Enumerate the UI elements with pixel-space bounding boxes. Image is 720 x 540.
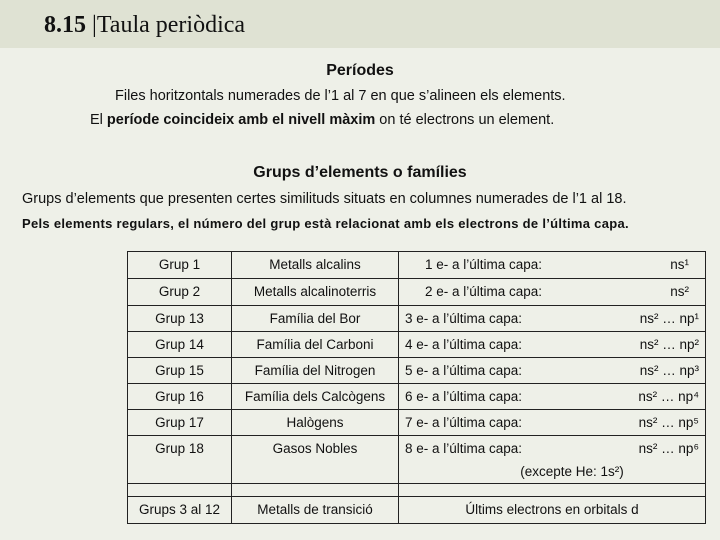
table-row bbox=[128, 436, 706, 484]
electrons-line bbox=[405, 279, 699, 305]
electrons-text: 6 e- a l’última capa: bbox=[405, 389, 523, 404]
periods-level-note bbox=[90, 112, 554, 128]
family-cell: Halògens bbox=[232, 410, 399, 436]
electrons-cell bbox=[399, 410, 706, 436]
electrons-text: 5 e- a l’última capa: bbox=[405, 363, 523, 378]
transition-row bbox=[128, 497, 706, 524]
slide-title bbox=[44, 12, 245, 39]
family-cell: Família del Carboni bbox=[232, 332, 399, 358]
electrons-line bbox=[405, 410, 699, 435]
table-row bbox=[128, 384, 706, 410]
configuration-text: ns² … np¹ bbox=[639, 311, 699, 326]
electrons-line bbox=[405, 436, 699, 461]
electrons-cell bbox=[399, 306, 706, 332]
configuration-text: ns² bbox=[670, 284, 689, 299]
electrons-cell bbox=[399, 358, 706, 384]
configuration-text: ns¹ bbox=[670, 257, 689, 272]
groups-electron-note: Pels elements regulars, el número del grup està relacionat amb els electrons de l’última capa. bbox=[22, 216, 629, 231]
family-cell: Família del Bor bbox=[232, 306, 399, 332]
group-cell: Grup 1 bbox=[128, 252, 232, 279]
spacer-row bbox=[128, 484, 706, 497]
periods-heading: Períodes bbox=[326, 62, 394, 79]
configuration-text: ns² … np⁴ bbox=[638, 389, 699, 404]
electrons-text: 3 e- a l’última capa: bbox=[405, 311, 523, 326]
group-cell: Grups 3 al 12 bbox=[128, 497, 232, 524]
groups-heading: Grups d’elements o famílies bbox=[253, 164, 467, 181]
table-row bbox=[128, 252, 706, 279]
table-row bbox=[128, 306, 706, 332]
group-cell: Grup 16 bbox=[128, 384, 232, 410]
electrons-line bbox=[405, 306, 699, 331]
group-cell: Grup 15 bbox=[128, 358, 232, 384]
groups-definition: Grups d’elements que presenten certes similituds situats en columnes numerades de l’1 al 18. bbox=[22, 191, 627, 207]
configuration-text: ns² … np⁵ bbox=[638, 415, 699, 430]
electrons-text: 4 e- a l’última capa: bbox=[405, 337, 523, 352]
family-cell: Família del Nitrogen bbox=[232, 358, 399, 384]
periods-level-post: on té electrons un element. bbox=[375, 112, 555, 128]
electrons-text: 2 e- a l’última capa: bbox=[425, 284, 543, 299]
electrons-cell: Últims electrons en orbitals d bbox=[399, 497, 706, 524]
electrons-line bbox=[405, 384, 699, 409]
title-text: Taula periòdica bbox=[96, 12, 246, 38]
group-cell: Grup 17 bbox=[128, 410, 232, 436]
title-separator: | bbox=[92, 12, 97, 38]
electrons-cell bbox=[399, 332, 706, 358]
electrons-cell bbox=[399, 279, 706, 306]
section-number: 8.15 bbox=[44, 12, 86, 38]
electrons-cell bbox=[399, 384, 706, 410]
family-cell: Família dels Calcògens bbox=[232, 384, 399, 410]
electrons-line bbox=[405, 332, 699, 357]
configuration-text: ns² … np⁶ bbox=[638, 441, 699, 456]
electrons-cell bbox=[399, 252, 706, 279]
electrons-line bbox=[405, 358, 699, 383]
configuration-text: ns² … np³ bbox=[639, 363, 699, 378]
family-cell: Metalls alcalinoterris bbox=[232, 279, 399, 306]
periods-definition: Files horitzontals numerades de l’1 al 7 en que s’alineen els elements. bbox=[115, 88, 566, 104]
spacer-cell bbox=[128, 484, 232, 497]
group-cell: Grup 13 bbox=[128, 306, 232, 332]
table-row bbox=[128, 279, 706, 306]
electrons-cell bbox=[399, 436, 706, 484]
electrons-text: 8 e- a l’última capa: bbox=[405, 441, 523, 456]
electrons-line bbox=[405, 252, 699, 278]
periods-level-pre: El bbox=[90, 112, 107, 128]
exception-note: (excepte He: 1s²) bbox=[520, 464, 624, 479]
family-cell: Metalls de transició bbox=[232, 497, 399, 524]
family-cell: Gasos Nobles bbox=[232, 436, 399, 484]
spacer-cell bbox=[232, 484, 399, 497]
group-cell: Grup 2 bbox=[128, 279, 232, 306]
table-row bbox=[128, 358, 706, 384]
spacer-cell bbox=[399, 484, 706, 497]
configuration-text: ns² … np² bbox=[639, 337, 699, 352]
periods-level-bold: període coincideix amb el nivell màxim bbox=[106, 112, 376, 128]
group-cell: Grup 14 bbox=[128, 332, 232, 358]
group-cell: Grup 18 bbox=[128, 436, 232, 484]
table-row bbox=[128, 332, 706, 358]
groups-table bbox=[127, 251, 706, 524]
electrons-text: 7 e- a l’última capa: bbox=[405, 415, 523, 430]
table-row bbox=[128, 410, 706, 436]
family-cell: Metalls alcalins bbox=[232, 252, 399, 279]
electrons-text: 1 e- a l’última capa: bbox=[425, 257, 543, 272]
